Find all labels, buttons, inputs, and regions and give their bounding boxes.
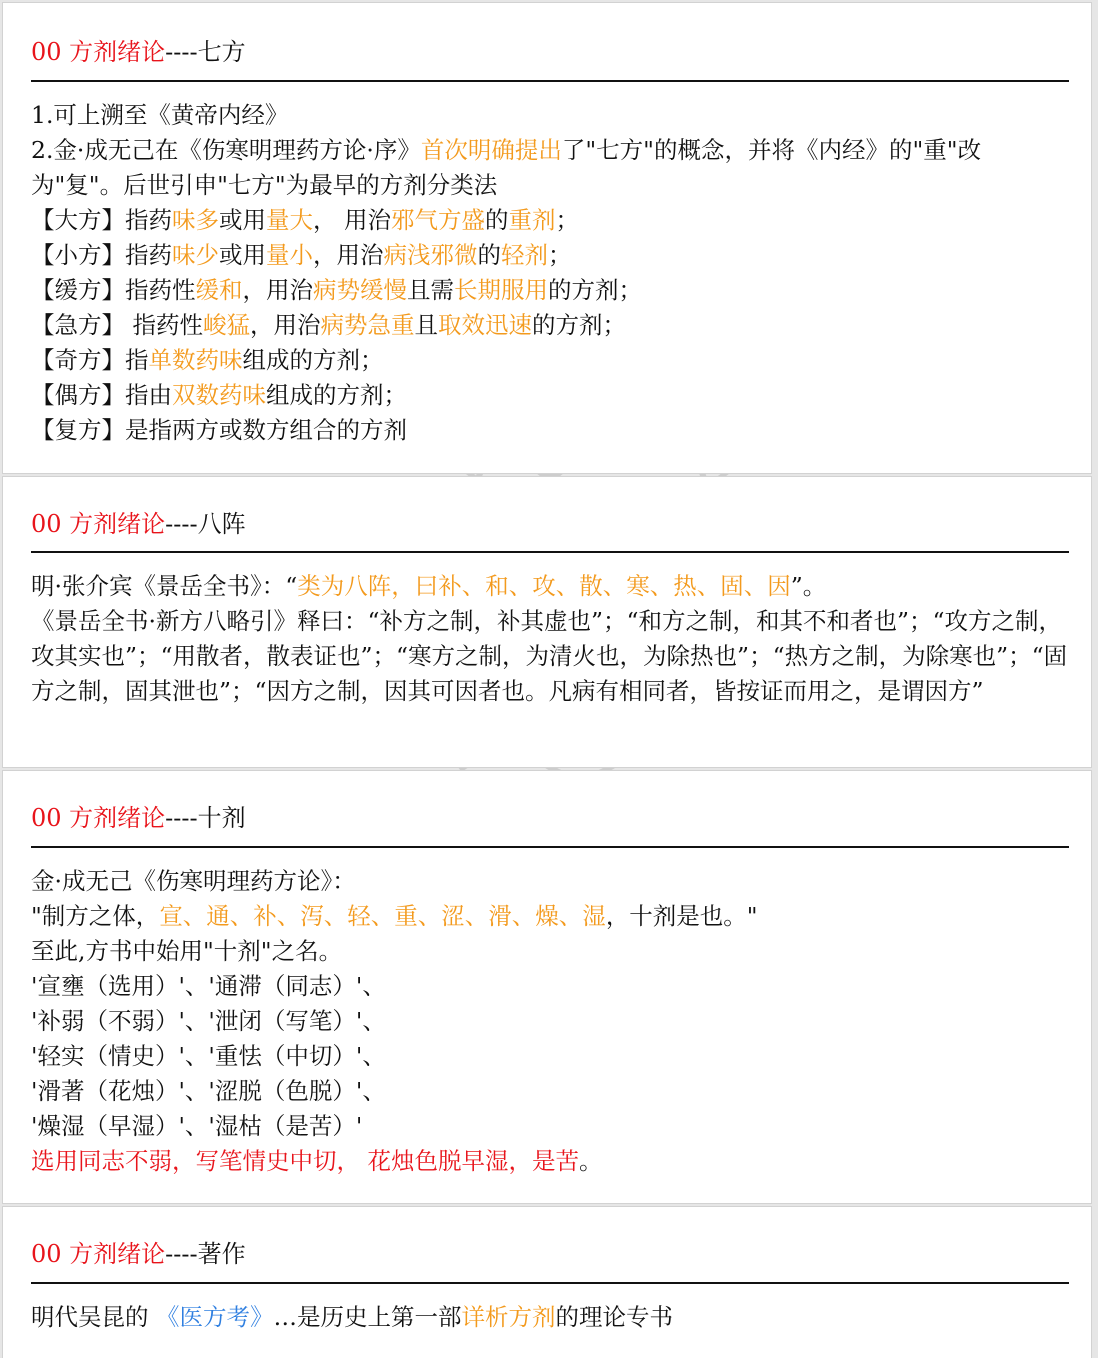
text-line: 金·成无己《伤寒明理药方论》： [31, 867, 356, 895]
title-divider [31, 551, 1069, 553]
title-topic: ----十剂 [165, 804, 246, 832]
text-line: 1.可上溯至《黄帝内经》 [31, 101, 289, 129]
section-title [31, 803, 246, 833]
text-line-fufang: 【复方】是指两方或数方组合的方剂 [31, 416, 407, 444]
text-line-huanfang: 【缓方】指药性缓和，用治病势缓慢且需长期服用的方剂； [31, 276, 642, 304]
text-paragraph: 2.金·成无己在《伤寒明理药方论·序》首次明确提出了"七方"的概念，并将《内经》的"重"改为"复"。后世引申"七方"为最早的方剂分类法 [31, 136, 982, 199]
section-zhuzuo [2, 1206, 1092, 1358]
title-topic: ----八阵 [165, 510, 246, 538]
mnemonic-line: 选用同志不弱，写笔情史中切， 花烛色脱早湿，是苦。 [31, 1147, 603, 1175]
section-shiji [2, 770, 1092, 1204]
text-paragraph: 《景岳全书·新方八略引》释曰：“补方之制，补其虚也”；“和方之制，和其不和者也”；“攻方之制，攻其实也”；“用散者，散表证也”；“寒方之制，为清火也，为除热也”；“热方之制，为除寒也”；“固方之制，固其泄也”；“因方之制，因其可因者也。凡病有相同者，皆按证而用之，是谓因方” [31, 607, 1068, 705]
text-line: '补弱（不弱）'、'泄闭（写笔）'、 [31, 1007, 386, 1035]
text-line: "制方之体，宣、通、补、泻、轻、重、涩、滑、燥、湿，十剂是也。" [31, 902, 758, 930]
title-number: 00 方剂绪论 [31, 1240, 166, 1268]
title-number: 00 方剂绪论 [31, 38, 166, 66]
text-line: '轻实（情史）'、'重怯（中切）'、 [31, 1042, 386, 1070]
section-bazhen [2, 476, 1092, 768]
text-line-xiaofang: 【小方】指药味少或用量小，用治病浅邪微的轻剂； [31, 241, 572, 269]
text-line: '宣壅（选用）'、'通滞（同志）'、 [31, 972, 386, 1000]
title-topic: ----著作 [165, 1240, 246, 1268]
text-line-dafang: 【大方】指药味多或用量大， 用治邪气方盛的重剂； [31, 206, 579, 234]
section-title [31, 1239, 246, 1269]
title-number: 00 方剂绪论 [31, 804, 166, 832]
text-line: 明·张介宾《景岳全书》：“类为八阵，曰补、和、攻、散、寒、热、固、因”。 [31, 572, 827, 600]
section-body [31, 1300, 1071, 1335]
section-body [31, 864, 1071, 1179]
title-divider [31, 1282, 1069, 1284]
text-line-oufang: 【偶方】指由双数药味组成的方剂； [31, 381, 407, 409]
title-divider [31, 846, 1069, 848]
text-line-jifang: 【急方】 指药性峻猛，用治病势急重且取效迅速的方剂； [31, 311, 626, 339]
text-line: 至此,方书中始用"十剂"之名。 [31, 937, 343, 965]
text-line: 明代吴昆的 《医方考》…是历史上第一部详析方剂的理论专书 [31, 1303, 673, 1331]
section-qifang [2, 2, 1092, 474]
title-topic: ----七方 [165, 38, 246, 66]
section-body [31, 98, 1071, 448]
section-title [31, 37, 246, 67]
text-line-qifang: 【奇方】指单数药味组成的方剂； [31, 346, 384, 374]
title-number: 00 方剂绪论 [31, 510, 166, 538]
title-divider [31, 80, 1069, 82]
section-title [31, 509, 246, 539]
text-line: '燥湿（早湿）'、'湿枯（是苦）' [31, 1112, 363, 1140]
text-line: '滑著（花烛）'、'涩脱（色脱）'、 [31, 1077, 386, 1105]
section-body [31, 569, 1071, 709]
